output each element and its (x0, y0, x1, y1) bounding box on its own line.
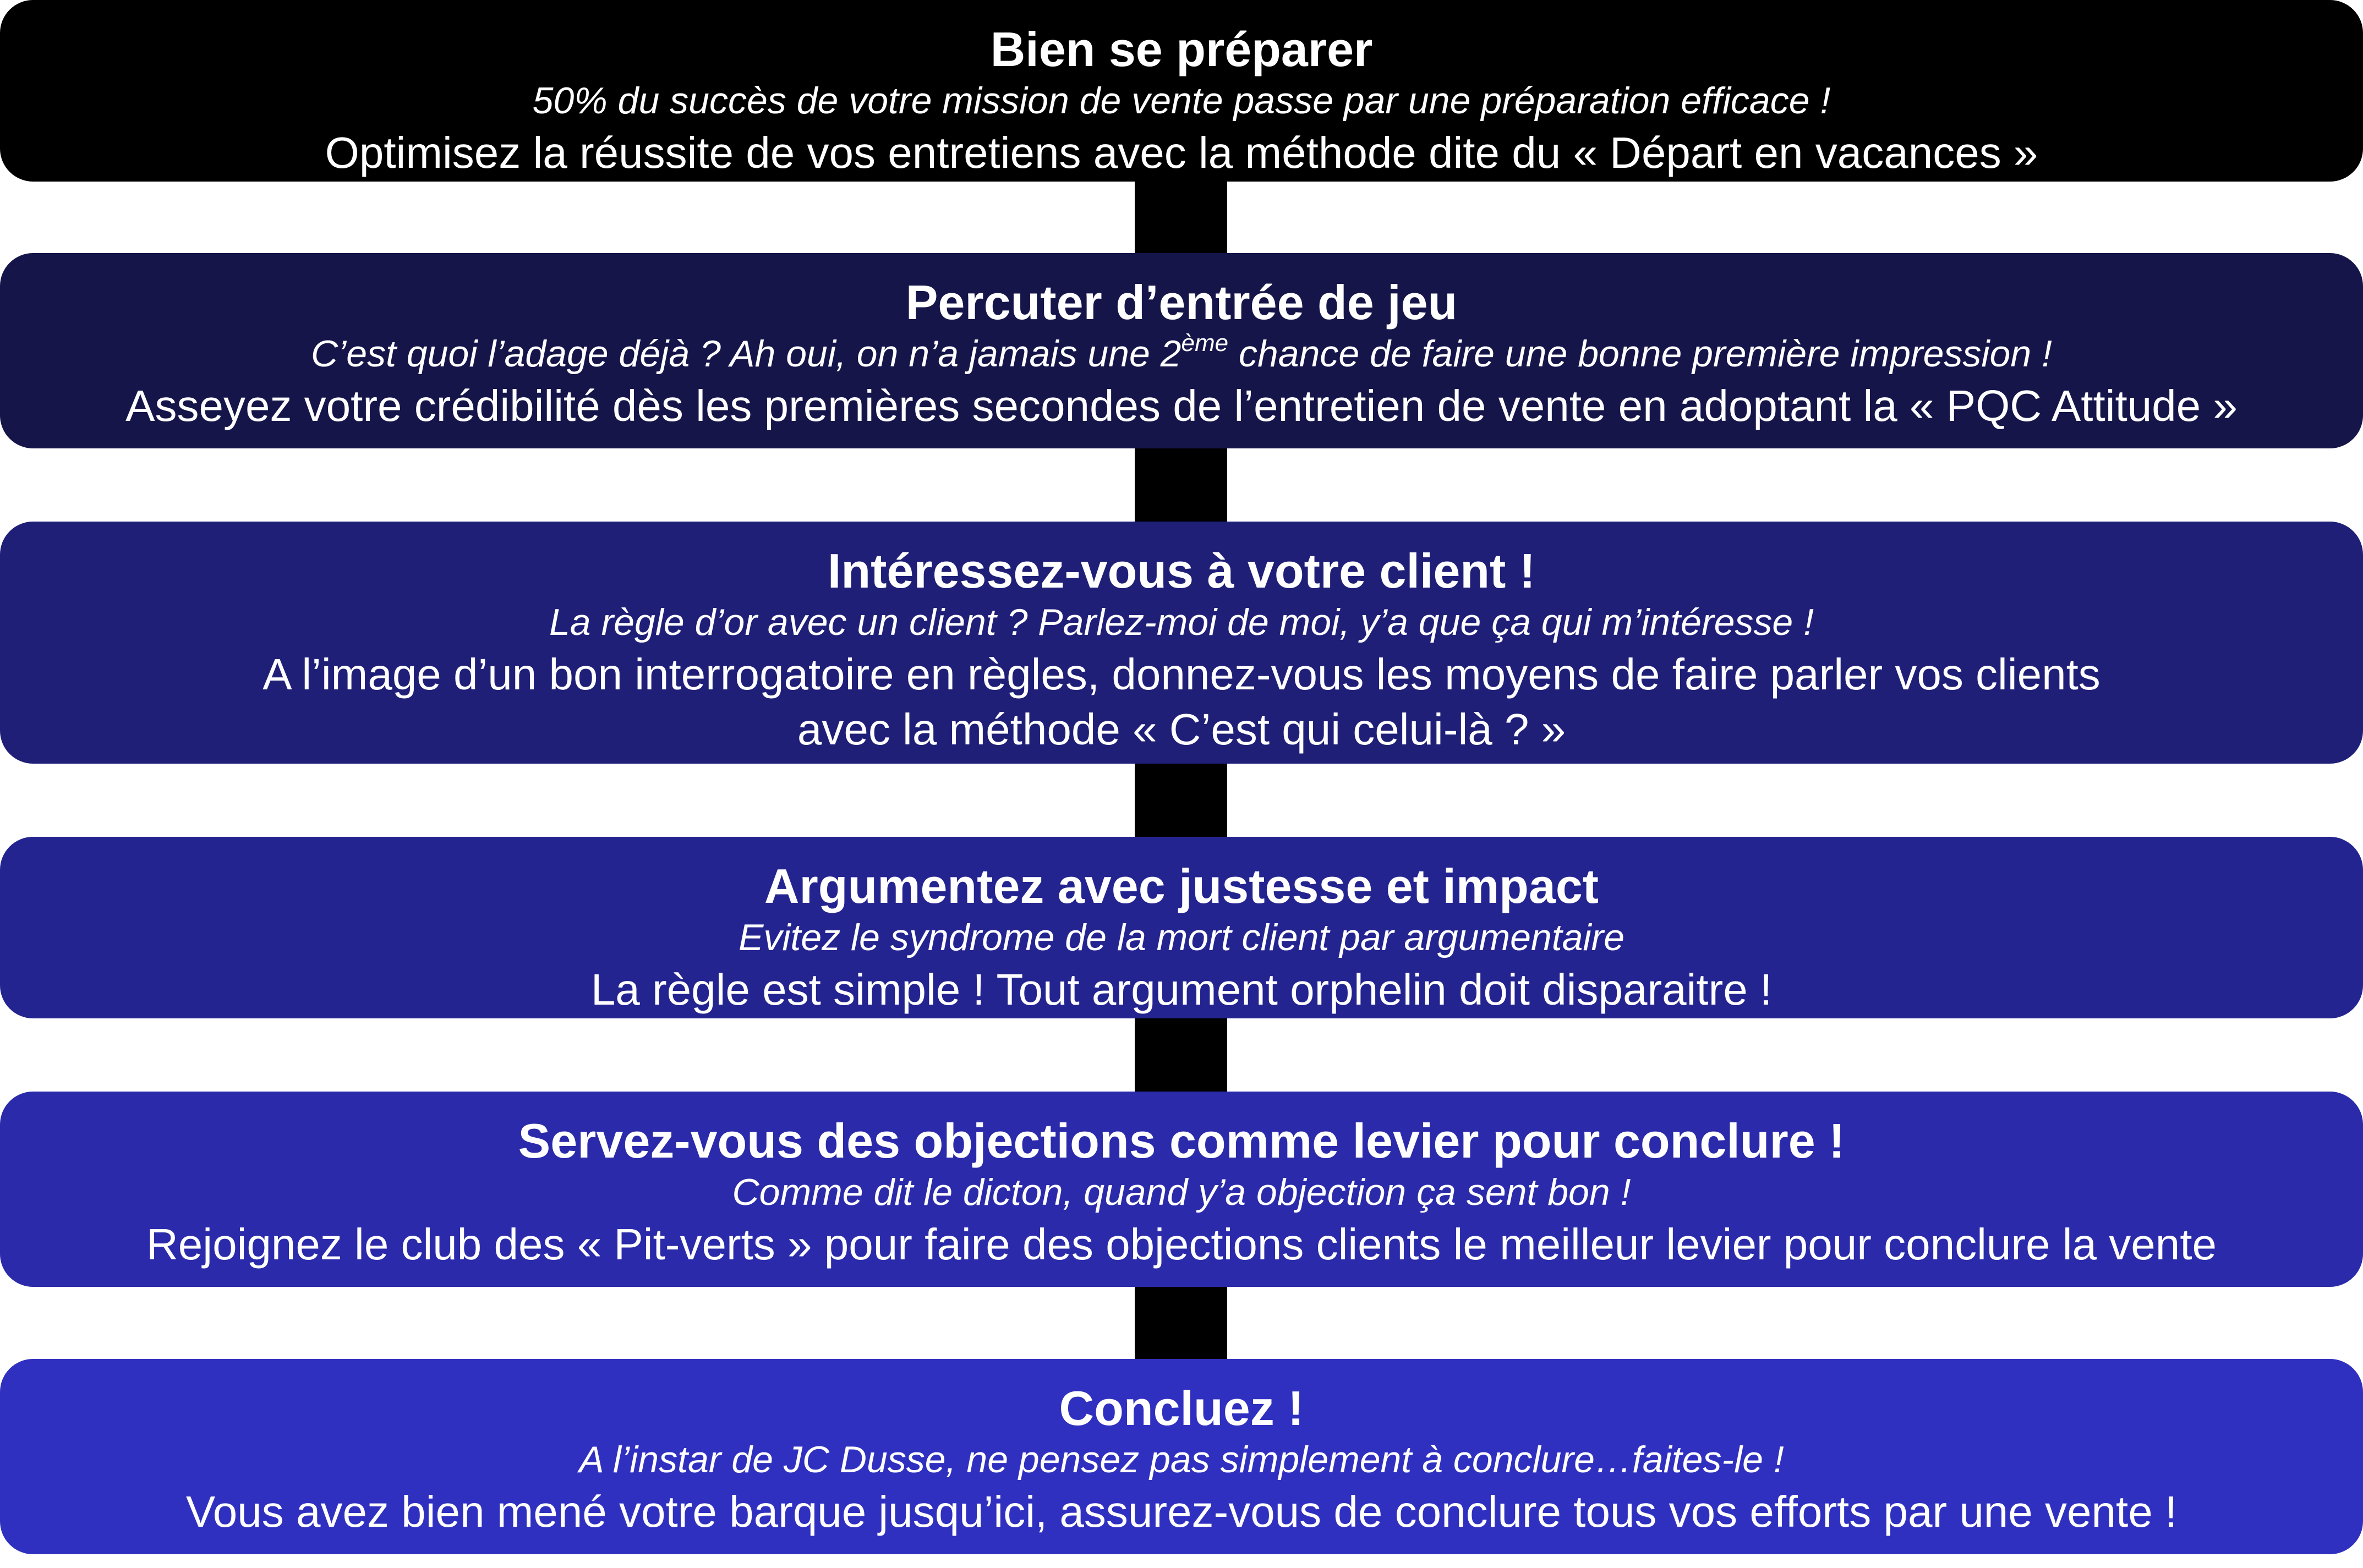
step-tagline: A l’instar de JC Dusse, ne pensez pas simplement à conclure…faites-le ! (579, 1439, 1784, 1481)
step-body-line: A l’image d’un bon interrogatoire en règles, donnez-vous les moyens de faire parler vos clients (262, 650, 2101, 699)
step-concluez (0, 1359, 2363, 1554)
step-title: Servez-vous des objections comme levier pour conclure ! (518, 1114, 1845, 1168)
step-body: Optimisez la réussite de vos entretiens avec la méthode dite du « Départ en vacances » (325, 128, 2038, 177)
step-body: Asseyez votre crédibilité dès les premières secondes de l’entretien de vente en adoptant la « PQC Attitude » (125, 381, 2238, 430)
step-percuter-entree-de-jeu (0, 253, 2363, 448)
step-argumentez (0, 837, 2363, 1018)
step-tagline-part: C’est quoi l’adage déjà ? Ah oui, on n’a jamais une 2 (311, 333, 1182, 375)
step-tagline (0, 329, 2363, 379)
step-title: Intéressez-vous à votre client ! (827, 544, 1536, 598)
step-title: Argumentez avec justesse et impact (764, 859, 1599, 913)
step-servez-vous-objections (0, 1092, 2363, 1287)
step-bien-se-preparer (0, 0, 2363, 182)
step-body (0, 647, 2363, 757)
step-tagline: La règle d’or avec un client ? Parlez-moi de moi, y’a que ça qui m’intéresse ! (549, 601, 1814, 643)
step-body: Vous avez bien mené votre barque jusqu’ici, assurez-vous de conclure tous vos efforts par une vente ! (185, 1487, 2178, 1536)
step-tagline-part: chance de faire une bonne première impression ! (1228, 333, 2052, 375)
step-tagline: Comme dit le dicton, quand y’a objection ça sent bon ! (732, 1171, 1631, 1213)
step-title: Bien se préparer (990, 22, 1373, 76)
step-body-line: avec la méthode « C’est qui celui-là ? » (797, 705, 1566, 754)
step-tagline: Evitez le syndrome de la mort client par argumentaire (738, 917, 1625, 958)
step-tagline-superscript: ème (1181, 330, 1229, 357)
step-interessez-vous-client (0, 522, 2363, 764)
step-body: Rejoignez le club des « Pit-verts » pour faire des objections clients le meilleur levier pour conclure la vente (146, 1220, 2217, 1269)
step-title: Concluez ! (1059, 1381, 1304, 1435)
step-title: Percuter d’entrée de jeu (905, 275, 1458, 330)
step-tagline: 50% du succès de votre mission de vente passe par une préparation efficace ! (532, 80, 1831, 122)
step-body: La règle est simple ! Tout argument orphelin doit disparaitre ! (590, 965, 1773, 1014)
